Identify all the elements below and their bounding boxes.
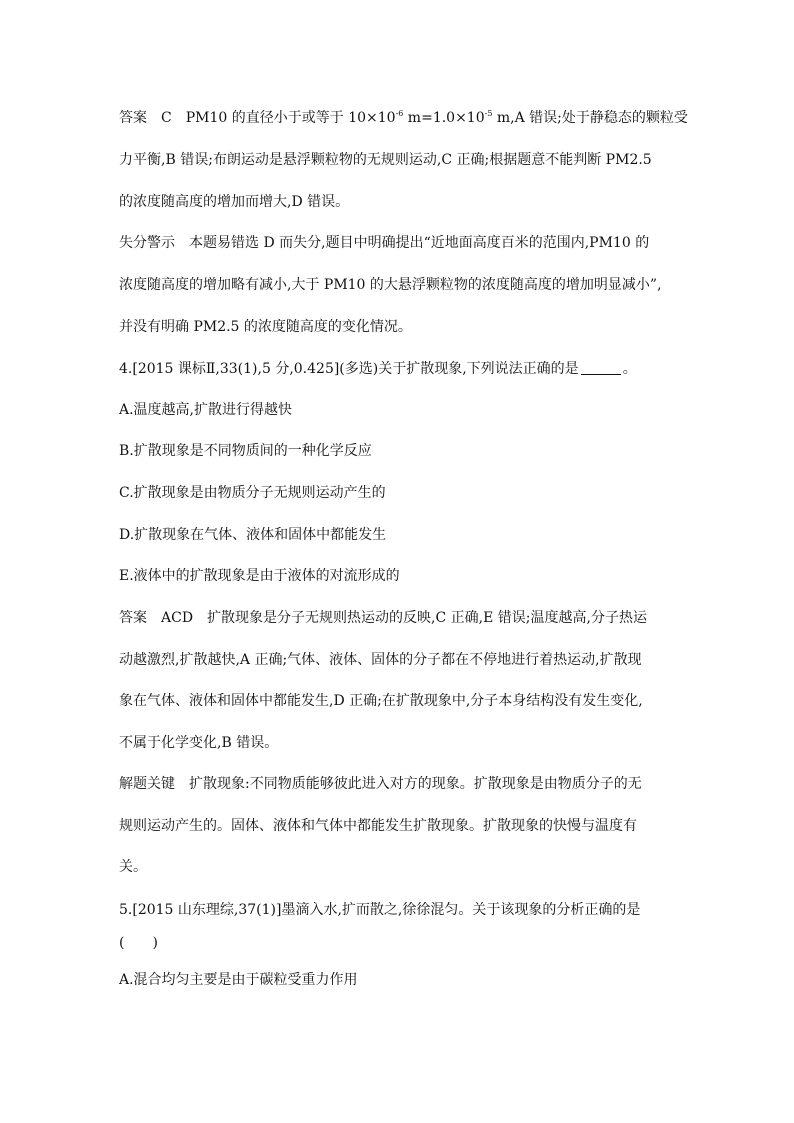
warning-label: 失分警示	[119, 235, 175, 251]
option: A.温度越高,扩散进行得越快	[119, 402, 293, 418]
key-text: 扩散现象:不同物质能够彼此进入对方的现象。扩散现象是由物质分子的无	[189, 776, 642, 792]
question-stem	[119, 359, 704, 379]
answer-label: 答案	[119, 610, 147, 626]
text-line: 关。	[119, 859, 147, 875]
answer-text: 扩散现象是分子无规则热运动的反映,C 正确,E 错误;温度越高,分子热运	[207, 610, 647, 626]
answer-text-part: m,A 错误;处于静稳态的颗粒受	[492, 110, 688, 126]
question-stem: 5.[2015 山东理综,37(1)]墨滴入水,扩而散之,徐徐混匀。关于该现象的分析正确的是	[119, 902, 641, 918]
text-line: 规则运动产生的。固体、液体和气体中都能发生扩散现象。扩散现象的快慢与温度有	[119, 818, 637, 834]
option: A.混合均匀主要是由于碳粒受重力作用	[119, 972, 358, 988]
answer-line	[119, 108, 704, 128]
answer-bracket: ( )	[119, 935, 158, 951]
answer-value: ACD	[161, 610, 194, 626]
answer-blank	[581, 360, 621, 375]
text-line: 动越激烈,扩散越快,A 正确;气体、液体、固体的分子都在不停地进行着热运动,扩散现	[119, 652, 642, 668]
text-line: 并没有明确 PM2.5 的浓度随高度的变化情况。	[119, 319, 412, 335]
option: D.扩散现象在气体、液体和固体中都能发生	[119, 527, 387, 543]
option: E.液体中的扩散现象是由于液体的对流形成的	[119, 568, 400, 584]
key-label: 解题关键	[119, 776, 175, 792]
question-text: 4.[2015 课标Ⅱ,33(1),5 分,0.425](多选)关于扩散现象,下列说法正确的是	[119, 361, 579, 377]
answer-value: C	[161, 110, 172, 126]
text-line: 力平衡,B 错误;布朗运动是悬浮颗粒物的无规则运动,C 正确;根据题意不能判断 PM2.5	[119, 152, 652, 168]
warning-text: 本题易错选 D 而失分,题目中明确提出“近地面高度百米的范围内,PM10 的	[189, 235, 650, 251]
key-line	[119, 774, 704, 794]
option: C.扩散现象是由物质分子无规则运动产生的	[119, 485, 386, 501]
answer-label: 答案	[119, 110, 147, 126]
option: B.扩散现象是不同物质间的一种化学反应	[119, 443, 372, 459]
text-line: 的浓度随高度的增加而增大,D 错误。	[119, 194, 350, 210]
answer-text-part: m=1.0×10	[403, 110, 485, 126]
text-line: 不属于化学变化,B 错误。	[119, 735, 279, 751]
warning-line	[119, 233, 704, 253]
text-line: 浓度随高度的增加略有减小,大于 PM10 的大悬浮颗粒物的浓度随高度的增加明显减小”,	[119, 277, 662, 293]
question-end: 。	[622, 361, 637, 377]
text-line: 象在气体、液体和固体中都能发生,D 正确;在扩散现象中,分子本身结构没有发生变化,	[119, 693, 643, 709]
exponent: -6	[395, 109, 404, 118]
answer-line	[119, 608, 704, 628]
answer-text-part: PM10 的直径小于或等于 10×10	[185, 110, 396, 126]
exponent: -5	[484, 109, 493, 118]
